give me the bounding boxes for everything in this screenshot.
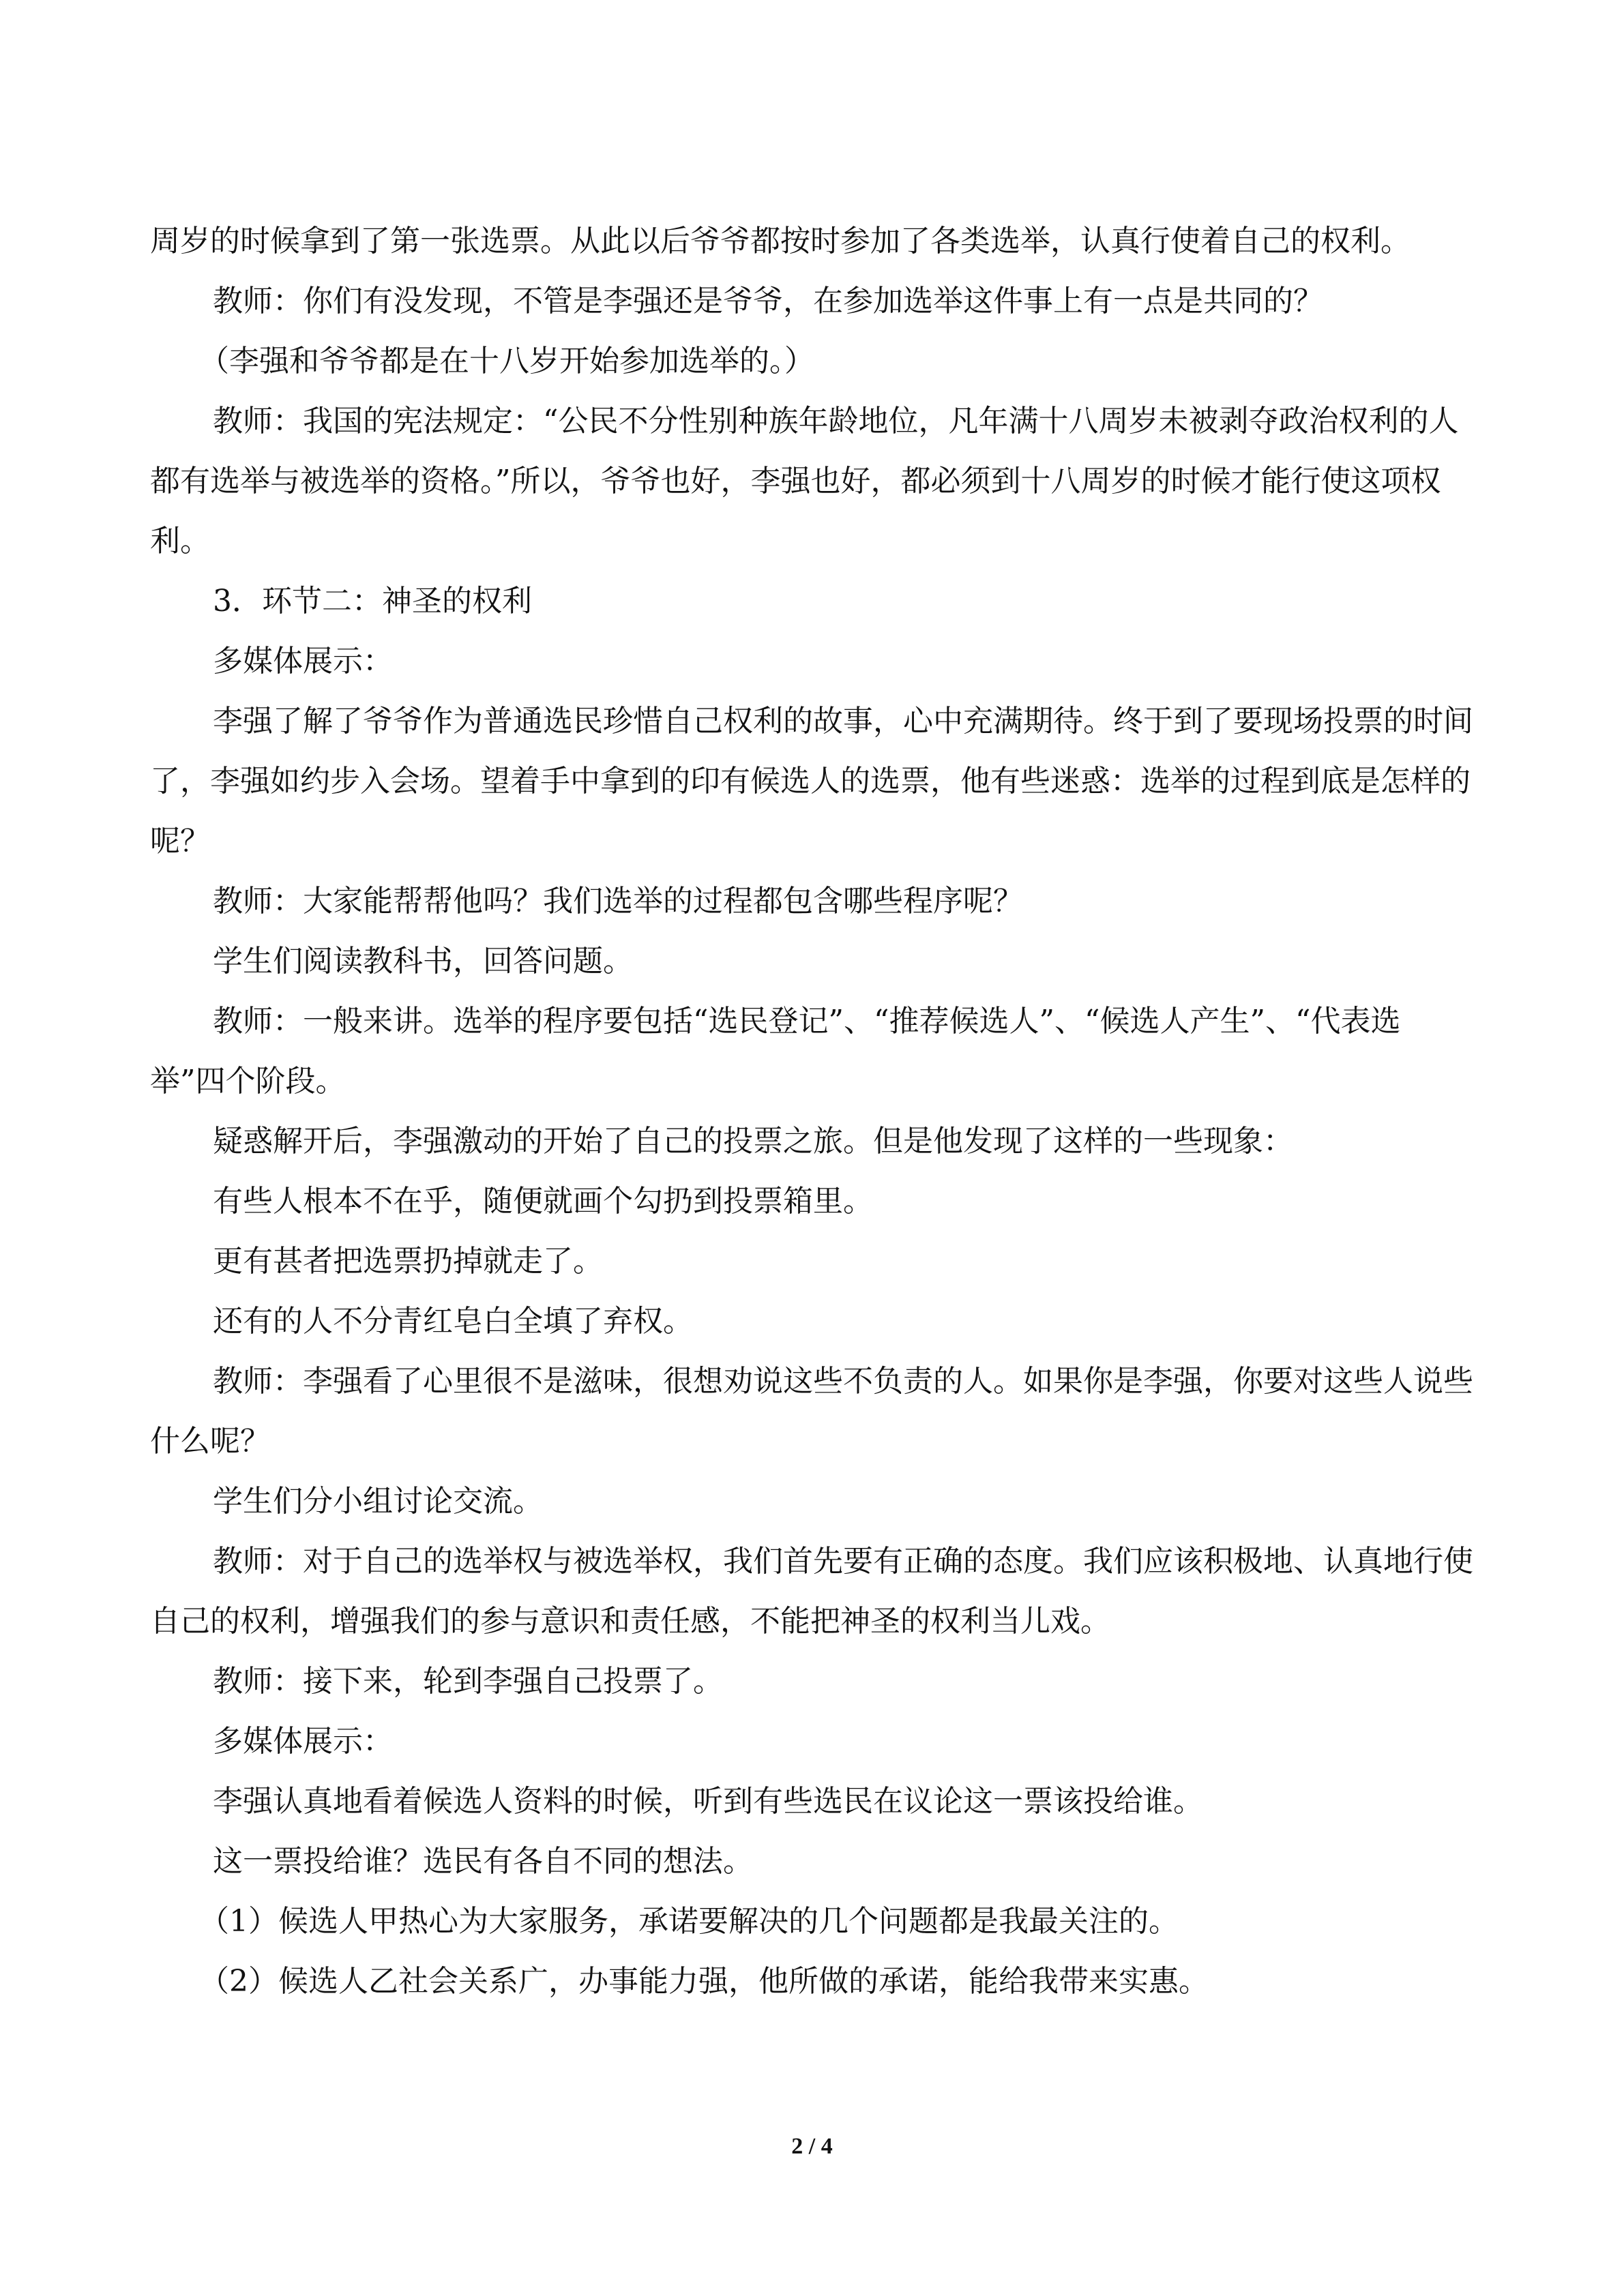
paragraph-multimedia-label-2: 多媒体展示： bbox=[213, 1724, 393, 1759]
paragraph-phenomena-intro: 疑惑解开后，李强激动的开始了自己的投票之旅。但是他发现了这样的一些现象： bbox=[213, 1124, 1293, 1159]
paragraph-voter-opinions: 这一票投给谁？选民有各自不同的想法。 bbox=[213, 1844, 753, 1879]
paragraph-teacher-constitution: 教师：我国的宪法规定：“公民不分性别种族年龄地位，凡年满十八周岁未被剥夺政治权利的人都有选举与被选举的资格。”所以，爷爷也好，李强也好，都必须到十八周岁的时候才能行使这项权利。 bbox=[150, 404, 1459, 558]
paragraph-student-answer: （李强和爷爷都是在十八岁开始参加选举的。） bbox=[199, 344, 814, 378]
paragraph-group-discussion: 学生们分小组讨论交流。 bbox=[213, 1484, 543, 1519]
paragraph-teacher-help: 教师：大家能帮帮他吗？我们选举的过程都包含哪些程序呢？ bbox=[213, 884, 1023, 919]
list-item-candidate-a: （1）候选人甲热心为大家服务，承诺要解决的几个问题都是我最关注的。 bbox=[199, 1904, 1179, 1939]
document-body bbox=[150, 211, 1473, 2012]
section-heading: 3．环节二：神圣的权利 bbox=[213, 584, 532, 618]
paragraph-teacher-persuade: 教师：李强看了心里很不是滋味，很想劝说这些不负责的人。如果你是李强，你要对这些人说些什么呢？ bbox=[150, 1364, 1473, 1459]
paragraph-teacher-question: 教师：你们有没发现，不管是李强还是爷爷，在参加选举这件事上有一点是共同的？ bbox=[213, 284, 1323, 318]
page-number: 2 / 4 bbox=[791, 2134, 833, 2159]
paragraph-teacher-attitude: 教师：对于自己的选举权与被选举权，我们首先要有正确的态度。我们应该积极地、认真地行使自己的权利，增强我们的参与意识和责任感，不能把神圣的权利当儿戏。 bbox=[150, 1544, 1473, 1639]
paragraph-continued: 周岁的时候拿到了第一张选票。从此以后爷爷都按时参加了各类选举，认真行使着自己的权利。 bbox=[150, 224, 1411, 258]
paragraph-phenomenon-1: 有些人根本不在乎，随便就画个勾扔到投票箱里。 bbox=[213, 1184, 873, 1219]
paragraph-teacher-procedure: 教师：一般来讲。选举的程序要包括“选民登记”、“推荐候选人”、“候选人产生”、“代表选举”四个阶段。 bbox=[150, 1004, 1401, 1099]
paragraph-phenomenon-2: 更有甚者把选票扔掉就走了。 bbox=[213, 1244, 603, 1279]
list-item-candidate-b: （2）候选人乙社会关系广，办事能力强，他所做的承诺，能给我带来实惠。 bbox=[199, 1964, 1209, 1999]
paragraph-teacher-next: 教师：接下来，轮到李强自己投票了。 bbox=[213, 1664, 723, 1699]
paragraph-students-read: 学生们阅读教科书，回答问题。 bbox=[213, 944, 633, 979]
paragraph-phenomenon-3: 还有的人不分青红皂白全填了弃权。 bbox=[213, 1304, 693, 1339]
paragraph-story: 李强了解了爷爷作为普通选民珍惜自己权利的故事，心中充满期待。终于到了要现场投票的时间了，李强如约步入会场。望着手中拿到的印有候选人的选票，他有些迷惑：选举的过程到底是怎样的呢？ bbox=[150, 704, 1473, 859]
paragraph-multimedia-label: 多媒体展示： bbox=[213, 644, 393, 679]
paragraph-candidate-info: 李强认真地看着候选人资料的时候，听到有些选民在议论这一票该投给谁。 bbox=[213, 1784, 1203, 1819]
